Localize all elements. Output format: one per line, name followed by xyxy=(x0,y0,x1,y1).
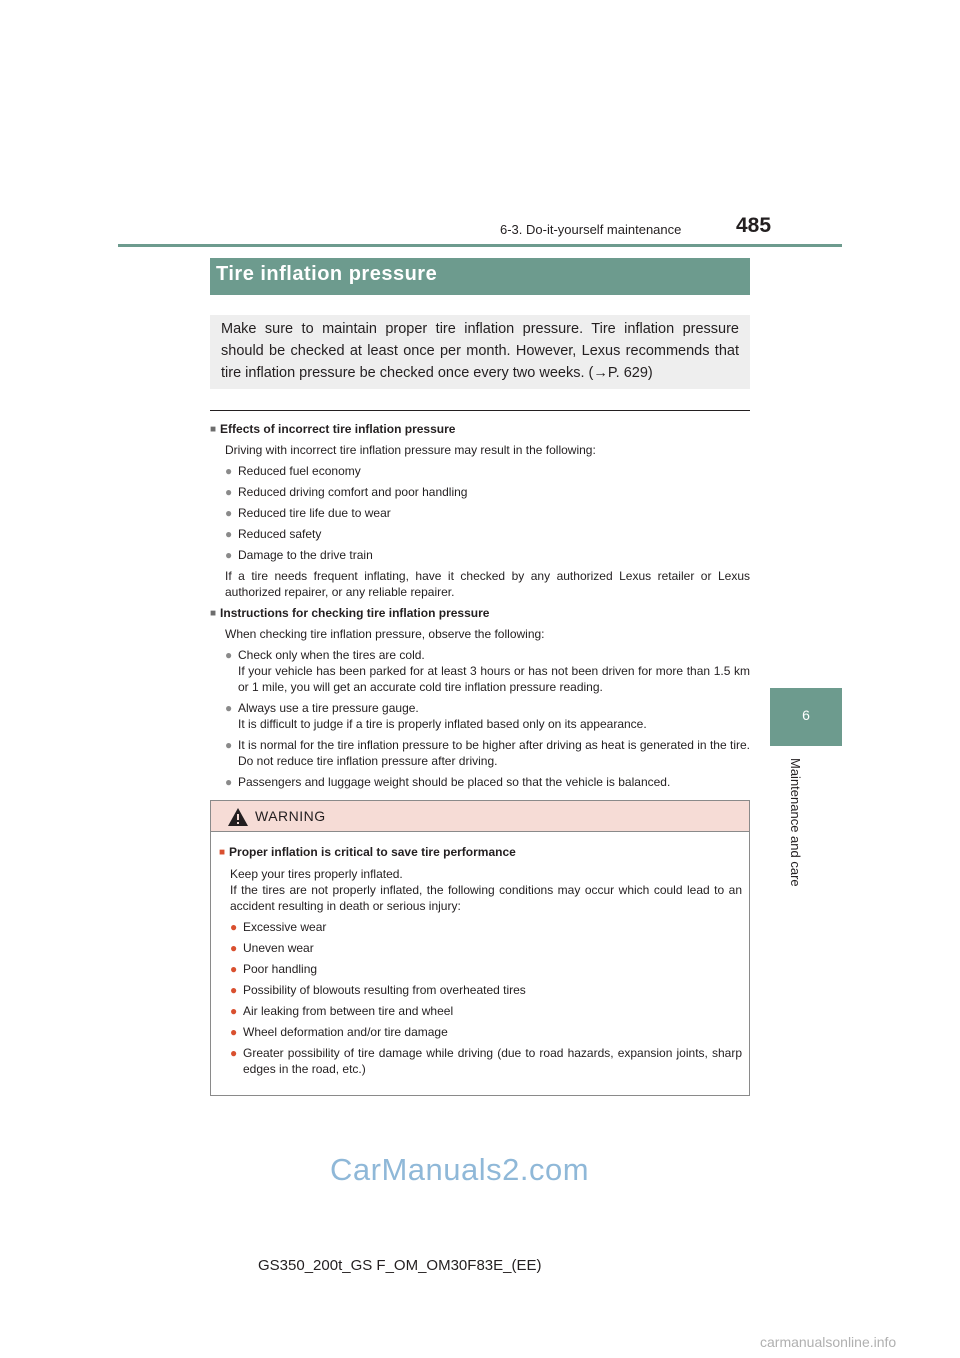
bullet-icon: ● xyxy=(225,648,233,662)
list-item: ● Passengers and luggage weight should be placed so that the vehicle is balanced. xyxy=(225,775,671,789)
bullet-icon: ● xyxy=(225,527,233,541)
warning-triangle-icon xyxy=(227,807,249,827)
list-item: ● Excessive wear xyxy=(230,920,327,934)
list-item: ● Possibility of blowouts resulting from overheated tires xyxy=(230,983,526,997)
bullet-icon: ● xyxy=(225,738,233,752)
warning-lead: If the tires are not properly inflated, the following conditions may occur which could lead to an accident resulting in death or serious injury: xyxy=(230,883,742,913)
list-item: ● Damage to the drive train xyxy=(225,548,373,562)
list-item: ● Air leaking from between tire and wheel xyxy=(230,1004,454,1018)
list-item: ● It is normal for the tire inflation pressure to be higher after driving as heat is generated in the tire. Do not reduce tire inflation pressure after driving. xyxy=(225,738,750,768)
bullet-icon: ● xyxy=(225,506,233,520)
list-item: ● Reduced driving comfort and poor handling xyxy=(225,485,468,499)
warning-lead: Keep your tires properly inflated. xyxy=(230,867,403,881)
warning-heading: ■ Proper inflation is critical to save tire performance xyxy=(219,845,516,859)
page-title: Tire inflation pressure xyxy=(216,263,438,285)
effects-note: If a tire needs frequent inflating, have it checked by any authorized Lexus retailer or Lexus authorized repairer, or any reliable repairer. xyxy=(225,569,750,599)
main-content xyxy=(210,421,750,801)
source-logo: carmanualsonline.info xyxy=(760,1334,897,1350)
list-item: ● Reduced fuel economy xyxy=(225,464,361,478)
bullet-icon: ● xyxy=(230,941,238,955)
instructions-heading: ■ Instructions for checking tire inflation pressure xyxy=(210,605,489,623)
footer-code: GS350_200t_GS F_OM_OM30F83E_(EE) xyxy=(258,1257,542,1274)
page-number: 485 xyxy=(736,214,772,237)
bullet-icon: ● xyxy=(225,464,233,478)
bullet-icon: ● xyxy=(225,701,233,715)
intro-text: Make sure to maintain proper tire inflation pressure. Tire inflation pressure should be checked at least once per month. However, Lexus recommends that tire inflation pressure be checked once every two weeks. (→P. 629) xyxy=(221,321,739,381)
warning-header xyxy=(211,801,749,832)
bullet-icon: ● xyxy=(225,485,233,499)
list-item: ● Check only when the tires are cold. xyxy=(225,648,425,662)
list-item: ● Reduced tire life due to wear xyxy=(225,506,391,520)
list-item-detail: It is difficult to judge if a tire is properly inflated based only on its appearance. xyxy=(238,717,647,731)
intro-box xyxy=(210,315,750,389)
list-item: ● Poor handling xyxy=(230,962,318,976)
warning-box xyxy=(210,800,750,1096)
bullet-icon: ● xyxy=(230,983,238,997)
list-item: ● Wheel deformation and/or tire damage xyxy=(230,1025,448,1039)
chapter-number: 6 xyxy=(802,707,810,723)
bullet-icon: ● xyxy=(230,920,238,934)
intro-divider xyxy=(210,410,750,411)
bullet-icon: ● xyxy=(230,1004,238,1018)
instructions-lead: When checking tire inflation pressure, observe the following: xyxy=(225,627,545,641)
title-bar xyxy=(210,258,750,295)
bullet-icon: ● xyxy=(225,775,233,789)
list-item: ● Always use a tire pressure gauge. xyxy=(225,701,419,715)
warning-label: WARNING xyxy=(255,808,326,824)
bullet-icon: ● xyxy=(230,1025,238,1039)
watermark: CarManuals2.com xyxy=(330,1152,590,1187)
bullet-icon: ● xyxy=(230,962,238,976)
list-item: ● Uneven wear xyxy=(230,941,314,955)
section-label: 6-3. Do-it-yourself maintenance xyxy=(500,222,682,237)
header-rule xyxy=(118,244,842,247)
bullet-icon: ● xyxy=(230,1046,238,1060)
chapter-title: Maintenance and care xyxy=(788,758,803,887)
effects-heading: ■ Effects of incorrect tire inflation pressure xyxy=(210,421,455,439)
list-item-detail: If your vehicle has been parked for at least 3 hours or has not been driven for more than 1.5 km or 1 mile, you will get an accurate cold tire inflation pressure reading. xyxy=(238,664,750,694)
effects-lead: Driving with incorrect tire inflation pressure may result in the following: xyxy=(225,443,596,457)
list-item: ● Greater possibility of tire damage while driving (due to road hazards, expansion joints, sharp edges in the road, etc.) xyxy=(230,1046,742,1076)
bullet-icon: ● xyxy=(225,548,233,562)
list-item: ● Reduced safety xyxy=(225,527,322,541)
